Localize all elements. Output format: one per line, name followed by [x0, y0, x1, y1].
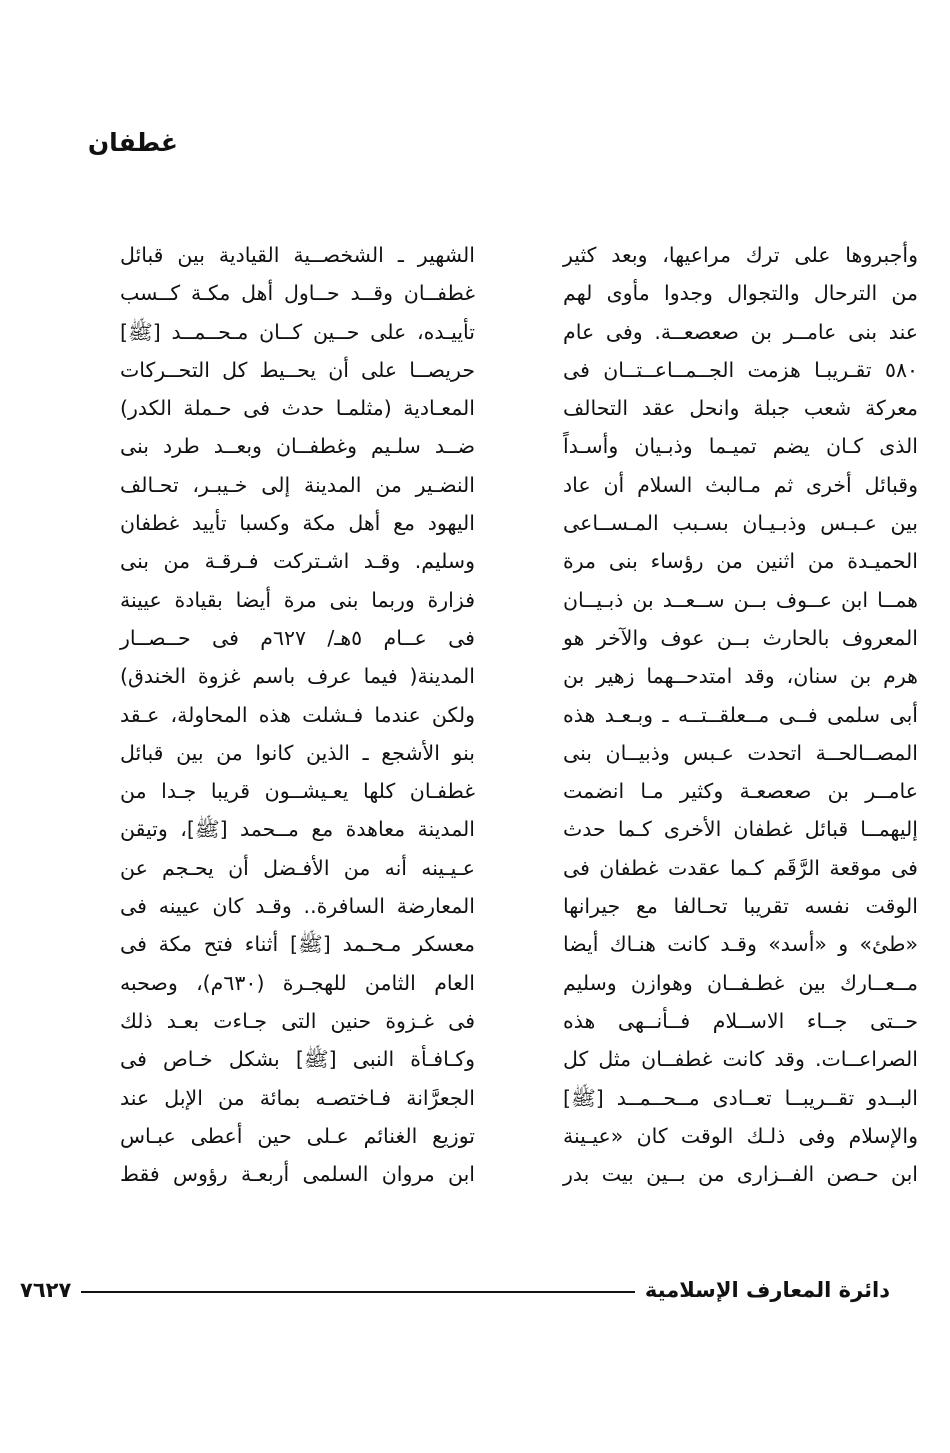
- text-line: ضــد سلـيم وغطفــان وبعــد طرد بنى: [120, 434, 475, 459]
- text-line: وأجبروها على ترك مراعيها، وبعد كثير: [563, 243, 918, 267]
- text-line: أبى سلمى فــى مــعلقــتــه ـ وبـعـد هذه: [563, 702, 918, 727]
- text-line: عامــر بن صعصعـة وكثير مـا انضمت: [563, 779, 918, 804]
- text-line: العام الثامن للهجـرة (٦٣٠م)، وصحبه: [120, 970, 475, 995]
- text-line: هرم بن سنان، وقد امتدحــهما زهير بن: [563, 664, 918, 689]
- text-line: معركة شعب جبلة وانحل عقد التحالف: [563, 396, 918, 421]
- text-line: والإسلام وفى ذلـك الوقت كان «عيـينة: [563, 1123, 918, 1148]
- page-number: ٧٦٢٧: [20, 1278, 72, 1302]
- text-line: «طئ» و «أسد» وقـد كانت هنـاك أيضا: [563, 932, 918, 957]
- text-column-right: [563, 236, 918, 1193]
- text-line: الجعرَّانة فـاختصـه بمائة من الإبل عند: [120, 1085, 475, 1110]
- text-line: عـيـينه أنه من الأفـضل أن يحـجم عن: [120, 855, 475, 880]
- text-line: معسكر مـحـمد [ﷺ] أثناء فتح مكة فى: [120, 932, 475, 957]
- publication-title: دائرة المعارف الإسلامية: [644, 1278, 890, 1302]
- footer-rule: [81, 1291, 635, 1293]
- text-line: فى موقعة الرَّقَم كـما عقدت غطفان فى: [563, 855, 918, 880]
- text-line: حــتى جــاء الاســلام فــأنــهى هذه: [563, 1008, 918, 1033]
- text-line: غطفــان وقــد حــاول أهل مكـة كــسب: [120, 281, 475, 306]
- text-line: ابن حـصن الفــزارى من بــين بيت بدر: [563, 1162, 918, 1187]
- text-line: الوقت نفسه تقريبا تحـالفا مع جيرانها: [563, 894, 918, 919]
- text-line: غطفـان كلها يعـيشــون قريبا جـدا من: [120, 779, 475, 804]
- text-line: ابن مروان السلمى أربعـة رؤوس فقط: [120, 1162, 475, 1187]
- text-line: فزارة وربما بنى مرة أيضا بقيادة عيينة: [120, 587, 475, 612]
- text-line: المعـادية (مثلمـا حدث فى حـملة الكدر): [120, 396, 475, 421]
- text-line: الذى كـان يضم تميـما وذبـيان وأسـداً: [563, 434, 918, 459]
- text-line: المعروف بالحارث بــن عوف والآخر هو: [563, 625, 918, 650]
- text-line: فى غـزوة حنين التى جـاءت بعـد ذلك: [120, 1008, 475, 1033]
- text-line: الحميـدة من اثنين من رؤساء بنى مرة: [563, 549, 918, 574]
- text-line: بنو الأشجع ـ الذين كانوا من بين قبائل: [120, 740, 475, 765]
- text-line: بين عـبـس وذبـيـان بسـبب المـســاعى: [563, 511, 918, 536]
- text-line: اليهود مع أهل مكة وكسبا تأييد غطفان: [120, 511, 475, 536]
- text-line: تأييـده، على حــين كــان مـحــمــد [ﷺ]: [120, 319, 475, 344]
- text-line: حريصــا على أن يحــيط كل التحــركات: [120, 357, 475, 382]
- text-line: ٥٨٠ تقـريبـا هزمت الجــمــاعــتــان فى: [563, 357, 918, 382]
- text-column-left: [120, 236, 475, 1193]
- text-line: المدينة معاهدة مع مــحمد [ﷺ]، وتيقن: [120, 817, 475, 842]
- text-line: توزيع الغنائم عـلى حين أعطى عبـاس: [120, 1123, 475, 1148]
- text-line: المدينة( فيما عرف باسم غزوة الخندق): [120, 664, 475, 689]
- text-line: النضـير من المدينة إلى خـيبـر، تحـالف: [120, 472, 475, 497]
- text-line: المصــالحــة اتحدت عـبس وذبيــان بنى: [563, 740, 918, 765]
- text-line: وسليم. وقـد اشـتركت فـرقـة من بنى: [120, 549, 475, 574]
- text-line: الشهير ـ الشخصــية القيادية بين قبائل: [120, 243, 475, 267]
- text-line: البــدو تقــريبــا تعــادى مــحــمــد [ﷺ]: [563, 1085, 918, 1110]
- text-line: همــا ابن عــوف بــن ســعــد بن ذبـيــان: [563, 587, 918, 612]
- text-line: مــعــارك بين غطـفــان وهوازن وسليم: [563, 970, 918, 995]
- text-line: الصراعــات. وقد كانت غطفــان مثل كل: [563, 1047, 918, 1072]
- text-line: وقبائل أخرى ثم مـالبث السلام أن عاد: [563, 472, 918, 497]
- text-line: فى عــام ٥هـ/ ٦٢٧م فى حــصــار: [120, 625, 475, 650]
- text-line: وكـافـأة النبى [ﷺ] بشكل خـاص فى: [120, 1047, 475, 1072]
- text-line: إليهمــا قبائل غطفان الأخرى كـما حدث: [563, 817, 918, 842]
- text-line: ولكن عندما فـشلت هذه المحاولة، عـقد: [120, 702, 475, 727]
- text-line: المعارضة السافرة.. وقـد كان عيينه فى: [120, 894, 475, 919]
- page-footer: [20, 1270, 890, 1310]
- text-line: من الترحال والتجوال وجدوا مأوى لهم: [563, 281, 918, 306]
- text-line: عند بنى عامــر بن صعصعــة. وفى عام: [563, 319, 918, 344]
- running-header: غطفان: [87, 128, 178, 157]
